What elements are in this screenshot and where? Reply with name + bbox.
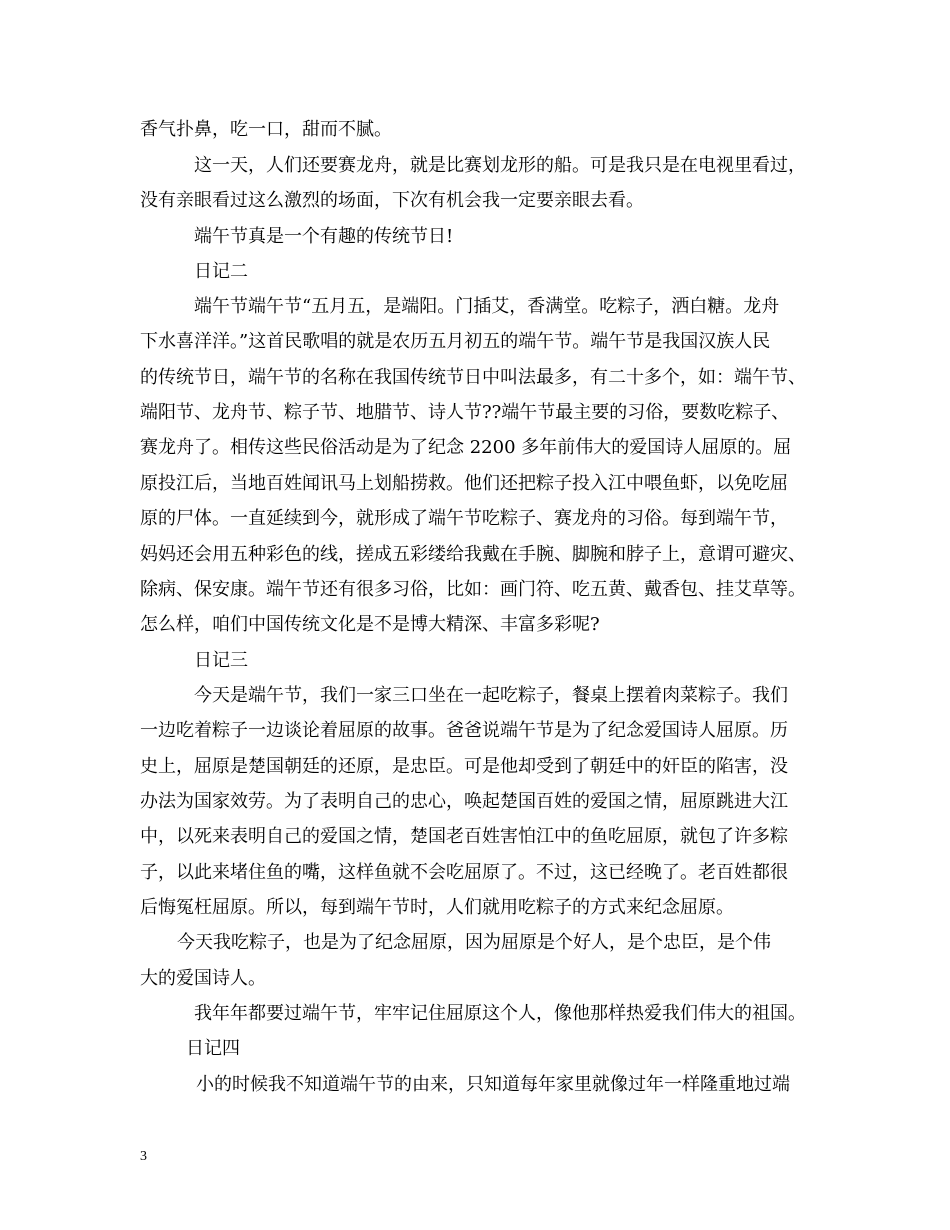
text-line: 原的尸体。一直延续到今，就形成了端午节吃粽子、赛龙舟的习俗。每到端午节， [140, 508, 788, 529]
section-heading: 日记三 [194, 650, 248, 671]
text-line: 端阳节、龙舟节、粽子节、地腊节、诗人节??端午节最主要的习俗，要数吃粽子、 [140, 402, 790, 423]
text-line: 端午节真是一个有趣的传统节日! [194, 226, 454, 247]
text-line: 下水喜洋洋。”这首民歌唱的就是农历五月初五的端午节。端午节是我国汉族人民 [140, 331, 771, 352]
text-line: 怎么样，咱们中国传统文化是不是博大精深、丰富多彩呢? [140, 614, 600, 635]
page-number: 3 [140, 1149, 147, 1164]
text-line: 小的时候我不知道端午节的由来，只知道每年家里就像过年一样隆重地过端 [196, 1074, 790, 1095]
text-line: 除病、保安康。端午节还有很多习俗，比如：画门符、吃五黄、戴香包、挂艾草等。 [140, 579, 806, 600]
text-line: 这一天，人们还要赛龙舟，就是比赛划龙形的船。可是我只是在电视里看过， [194, 155, 806, 176]
section-heading: 日记四 [186, 1038, 240, 1059]
text-line: 我年年都要过端午节，牢牢记住屈原这个人，像他那样热爱我们伟大的祖国。 [194, 1003, 806, 1024]
section-heading: 日记二 [194, 261, 248, 282]
text-line: 一边吃着粽子一边谈论着屈原的故事。爸爸说端午节是为了纪念爱国诗人屈原。历 [140, 720, 788, 741]
text-line: 妈妈还会用五种彩色的线，搓成五彩缕给我戴在手腕、脚腕和脖子上，意谓可避灾、 [140, 544, 806, 565]
text-line: 原投江后，当地百姓闻讯马上划船捞救。他们还把粽子投入江中喂鱼虾，以免吃屈 [140, 473, 788, 494]
text-line: 的传统节日，端午节的名称在我国传统节日中叫法最多，有二十多个，如：端午节、 [140, 367, 806, 388]
text-line: 今天我吃粽子，也是为了纪念屈原，因为屈原是个好人，是个忠臣，是个伟 [177, 932, 771, 953]
text-line: 没有亲眼看过这么激烈的场面，下次有机会我一定要亲眼去看。 [140, 190, 644, 211]
text-line: 子，以此来堵住鱼的嘴，这样鱼就不会吃屈原了。不过，这已经晚了。老百姓都很 [140, 862, 788, 883]
text-line: 史上，屈原是楚国朝廷的还原，是忠臣。可是他却受到了朝廷中的奸臣的陷害，没 [140, 756, 788, 777]
text-line: 赛龙舟了。相传这些民俗活动是为了纪念 2200 多年前伟大的爱国诗人屈原的。屈 [140, 437, 792, 458]
text-line: 中，以死来表明自己的爱国之情，楚国老百姓害怕江中的鱼吃屈原，就包了许多粽 [140, 826, 788, 847]
text-line: 端午节端午节“五月五，是端阳。门插艾，香满堂。吃粽子，洒白糖。龙舟 [194, 296, 780, 317]
text-line: 办法为国家效劳。为了表明自己的忠心，唤起楚国百姓的爱国之情，屈原跳进大江 [140, 791, 788, 812]
text-line: 香气扑鼻，吃一口，甜而不腻。 [140, 119, 392, 140]
text-line: 后悔冤枉屈原。所以，每到端午节时，人们就用吃粽子的方式来纪念屈原。 [140, 897, 734, 918]
text-line: 大的爱国诗人。 [140, 968, 266, 989]
text-line: 今天是端午节，我们一家三口坐在一起吃粽子，餐桌上摆着肉菜粽子。我们 [194, 685, 788, 706]
